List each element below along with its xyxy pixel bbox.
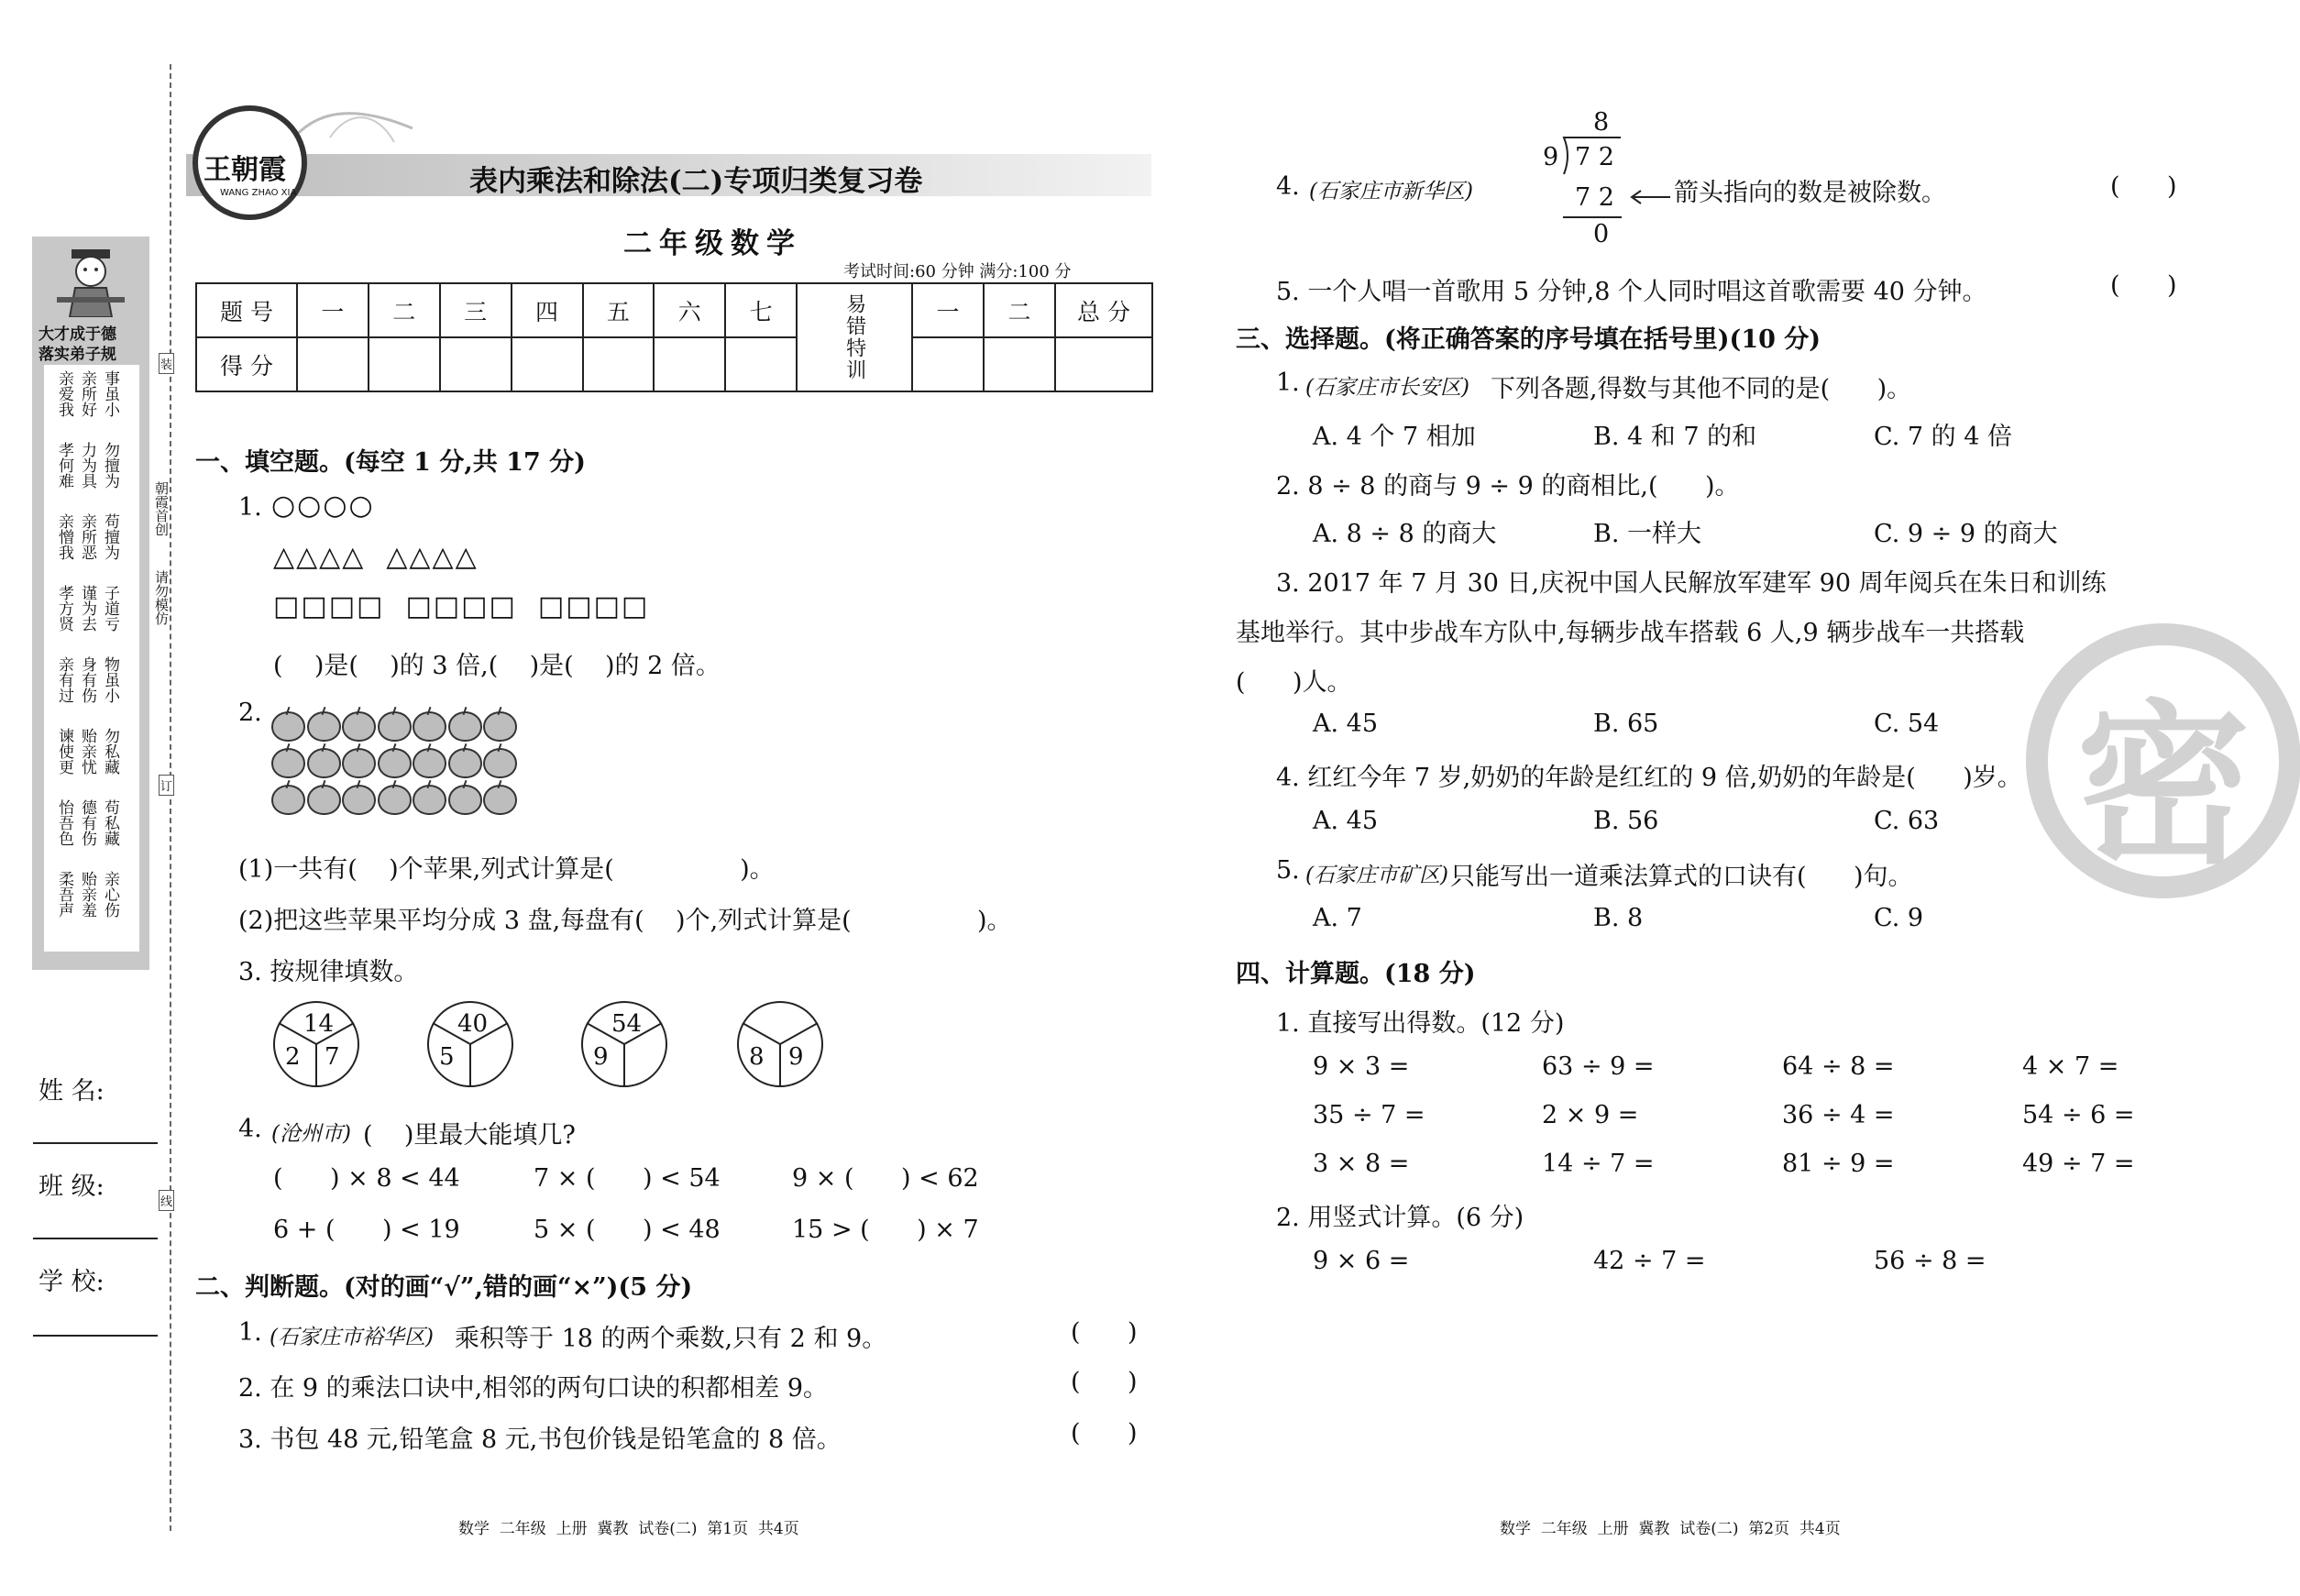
circle-number-left: 5 <box>439 1043 455 1071</box>
motto-column: 苟私藏 <box>101 799 119 846</box>
footer-left: 数学 二年级 上册 冀教 试卷(二) 第1页 共4页 <box>458 1520 799 1538</box>
choice-q5-opt-b: B. 8 <box>1593 904 1644 932</box>
score-cell: 五 <box>583 283 655 337</box>
motto-line1: 大才成于德 <box>39 325 116 344</box>
choice-q1-opt-b: B. 4 和 7 的和 <box>1593 423 1757 451</box>
apple-icon <box>378 785 412 815</box>
apple-icon <box>307 785 341 815</box>
score-value-row <box>196 337 1152 391</box>
name-label: 姓 名: <box>39 1077 105 1106</box>
q4-ineq-3: 9 × ( ) < 62 <box>792 1164 979 1193</box>
q2-sub2: (2)把这些苹果平均分成 3 盘,每盘有( )个,列式计算是( )。 <box>238 907 1012 935</box>
seal-mark-3: 线 <box>159 1190 174 1211</box>
judge-q1-text: 乘积等于 18 的两个乘数,只有 2 和 9。 <box>455 1325 887 1353</box>
calc-item: 54 ÷ 6 = <box>2022 1101 2135 1129</box>
judge-q5-answer[interactable]: ( ) <box>2110 271 2177 300</box>
section4-heading: 四、计算题。(18 分) <box>1236 960 1476 988</box>
logo-subtext: WANG ZHAO XIA <box>220 188 297 198</box>
apple-icon <box>448 711 482 742</box>
motto-column: 孝何难 <box>55 442 73 489</box>
score-input[interactable] <box>297 337 369 391</box>
motto-column: 亲所好 <box>78 370 96 417</box>
apple-icon <box>413 748 446 778</box>
exam-subtitle: 二年级数学 <box>623 227 802 260</box>
q4-ineq-5: 5 × ( ) < 48 <box>534 1216 721 1244</box>
judge-q2-text: 2. 在 9 的乘法口诀中,相邻的两句口诀的积都相差 9。 <box>238 1374 829 1403</box>
apple-icon <box>378 711 412 742</box>
score-input[interactable] <box>725 337 797 391</box>
vertical-calc-2: 42 ÷ 7 = <box>1593 1247 1706 1275</box>
calc-item: 81 ÷ 9 = <box>1782 1150 1895 1178</box>
judge-q4-answer[interactable]: ( ) <box>2110 172 2177 201</box>
motto-column: 物虽小 <box>101 656 119 703</box>
q4-region: (沧州市) <box>271 1122 351 1146</box>
score-input[interactable] <box>1055 337 1152 391</box>
apple-icon <box>342 748 376 778</box>
choice-q1-region: (石家庄市长安区) <box>1305 376 1469 400</box>
score-input[interactable] <box>583 337 655 391</box>
choice-q5-text: 只能写出一道乘法算式的口诀有( )句。 <box>1450 863 1913 891</box>
cut-line <box>170 64 171 1531</box>
footer-right: 数学 二年级 上册 冀教 试卷(二) 第2页 共4页 <box>1500 1520 1841 1538</box>
calc-item: 2 × 9 = <box>1542 1101 1639 1129</box>
score-cell-error-training: 易错特训 <box>797 283 912 391</box>
apple-icon <box>448 785 482 815</box>
school-field[interactable] <box>33 1335 158 1337</box>
class-label: 班 级: <box>39 1172 105 1201</box>
choice-q3-line1: 3. 2017 年 7 月 30 日,庆祝中国人民解放军建军 90 周年阅兵在朱日和训练 <box>1276 569 2107 598</box>
apple-icon <box>271 785 305 815</box>
score-cell: 总 分 <box>1055 283 1152 337</box>
logo-text: 王朝霞 <box>204 154 286 186</box>
judge-q1-number: 1. <box>238 1318 262 1347</box>
calc-item: 36 ÷ 4 = <box>1782 1101 1895 1129</box>
q2-sub1: (1)一共有( )个苹果,列式计算是( )。 <box>238 855 775 884</box>
q4-ineq-1: ( ) × 8 < 44 <box>273 1164 460 1193</box>
circle-number-left: 2 <box>285 1043 301 1071</box>
motto-column: 怡吾色 <box>55 799 73 846</box>
judge-q3-answer[interactable]: ( ) <box>1071 1419 1138 1447</box>
judge-q1-region: (石家庄市裕华区) <box>270 1326 434 1349</box>
motto-column: 苟擅为 <box>101 513 119 560</box>
q4-ineq-6: 15 > ( ) × 7 <box>792 1216 979 1244</box>
div-line <box>1563 216 1622 218</box>
choice-q2-opt-a: A. 8 ÷ 8 的商大 <box>1313 520 1497 548</box>
apple-icon <box>307 748 341 778</box>
vertical-calc-1: 9 × 6 = <box>1313 1247 1410 1275</box>
circle-number-top: 54 <box>611 1010 643 1038</box>
calc-item: 4 × 7 = <box>2022 1052 2119 1081</box>
apple-icon <box>413 785 446 815</box>
div-dividend: 7 2 <box>1575 143 1614 171</box>
q1-number: 1. <box>238 493 262 522</box>
calc-item: 49 ÷ 7 = <box>2022 1150 2135 1178</box>
motto-line2: 落实弟子规 <box>39 346 116 364</box>
apple-icon <box>342 785 376 815</box>
apple-icon <box>448 748 482 778</box>
vertical-calc-3: 56 ÷ 8 = <box>1874 1247 1986 1275</box>
judge-q5-text: 5. 一个人唱一首歌用 5 分钟,8 个人同时唱这首歌需要 40 分钟。 <box>1276 278 1987 306</box>
calc-item: 35 ÷ 7 = <box>1313 1101 1425 1129</box>
calc-item: 14 ÷ 7 = <box>1542 1150 1655 1178</box>
choice-q4-opt-a: A. 45 <box>1313 807 1379 835</box>
vertical-note-2: 请勿模仿 <box>153 570 170 625</box>
score-input[interactable] <box>984 337 1055 391</box>
q4-text: ( )里最大能填几? <box>363 1121 576 1150</box>
calc-item: 9 × 3 = <box>1313 1052 1410 1081</box>
motto-column: 孝方贤 <box>55 585 73 632</box>
apple-icon <box>271 748 305 778</box>
score-input[interactable] <box>912 337 984 391</box>
judge-q2-answer[interactable]: ( ) <box>1071 1368 1138 1396</box>
arrow-left-icon <box>1628 185 1672 209</box>
choice-q1-opt-a: A. 4 个 7 相加 <box>1313 423 1476 451</box>
exam-info: 考试时间:60 分钟 满分:100 分 <box>843 262 1072 281</box>
score-cell: 一 <box>297 283 369 337</box>
q4-number: 4. <box>238 1115 262 1143</box>
score-cell: 二 <box>369 283 440 337</box>
div-divisor: 9 <box>1543 143 1559 171</box>
q1-circles: ○○○○ <box>271 490 375 522</box>
q3-text: 3. 按规律填数。 <box>238 958 419 986</box>
score-header-row <box>196 283 1152 337</box>
choice-q3-opt-b: B. 65 <box>1593 710 1659 738</box>
score-input[interactable] <box>512 337 583 391</box>
choice-q3-opt-c: C. 54 <box>1874 710 1940 738</box>
motto-column: 谏使更 <box>55 728 73 775</box>
q1-text: ( )是( )的 3 倍,( )是( )的 2 倍。 <box>273 652 721 680</box>
choice-q3-line2: 基地举行。其中步战车方队中,每辆步战车搭载 6 人,9 辆步战车一共搭载 <box>1236 619 2025 647</box>
q4-ineq-4: 6 + ( ) < 19 <box>273 1216 460 1244</box>
score-input[interactable] <box>654 337 725 391</box>
motto-column: 柔吾声 <box>55 871 73 918</box>
apple-icon <box>483 748 517 778</box>
q2-number: 2. <box>238 699 262 727</box>
class-field[interactable] <box>33 1238 158 1239</box>
motto-column: 力为具 <box>78 442 96 489</box>
motto-column: 勿私藏 <box>101 728 119 775</box>
judge-q4-text: 箭头指向的数是被除数。 <box>1674 179 1946 207</box>
motto-column: 亲憎我 <box>55 513 73 560</box>
watermark-char: 密 <box>2076 683 2251 887</box>
circle-number-top: 40 <box>457 1010 489 1038</box>
div-quotient: 8 <box>1593 108 1610 137</box>
score-cell: 题 号 <box>196 283 297 337</box>
circle-number-right: 7 <box>325 1043 340 1071</box>
motto-column: 谨为去 <box>78 585 96 632</box>
section2-heading: 二、判断题。(对的画“√”,错的画“×”)(5 分) <box>195 1273 693 1302</box>
motto-column: 子道亏 <box>101 585 119 632</box>
score-cell: 三 <box>440 283 512 337</box>
choice-q5-opt-a: A. 7 <box>1313 904 1362 932</box>
choice-q4-opt-b: B. 56 <box>1593 807 1659 835</box>
exam-title: 表内乘法和除法(二)专项归类复习卷 <box>469 165 923 198</box>
q1-squares: □□□□ □□□□ □□□□ <box>273 590 650 622</box>
q1-triangles: △△△△ △△△△ <box>273 541 479 573</box>
choice-q2-text: 2. 8 ÷ 8 的商与 9 ÷ 9 的商相比,( )。 <box>1276 472 1740 501</box>
choice-q1-number: 1. <box>1276 369 1300 397</box>
score-cell: 六 <box>654 283 725 337</box>
seal-mark-2: 订 <box>159 775 174 796</box>
apple-icon <box>483 711 517 742</box>
judge-q4-region: (石家庄市新华区) <box>1309 180 1473 204</box>
score-cell: 四 <box>512 283 583 337</box>
apple-icon <box>413 711 446 742</box>
circle-number-left: 9 <box>593 1043 609 1071</box>
judge-q4-number: 4. <box>1276 172 1300 201</box>
seal-mark-1: 装 <box>159 353 174 374</box>
q4-ineq-2: 7 × ( ) < 54 <box>534 1164 721 1193</box>
div-product: 7 2 <box>1575 183 1614 212</box>
judge-q1-answer[interactable]: ( ) <box>1071 1318 1138 1347</box>
calc-item: 64 ÷ 8 = <box>1782 1052 1895 1081</box>
choice-q2-opt-c: C. 9 ÷ 9 的商大 <box>1874 520 2058 548</box>
motto-column: 事虽小 <box>101 370 119 417</box>
judge-q3-text: 3. 书包 48 元,铅笔盒 8 元,书包价钱是铅笔盒的 8 倍。 <box>238 1425 842 1454</box>
circle-number-left: 8 <box>749 1043 765 1071</box>
section1-heading: 一、填空题。(每空 1 分,共 17 分) <box>195 448 586 477</box>
choice-q1-text: 下列各题,得数与其他不同的是( )。 <box>1491 375 1912 403</box>
choice-q5-opt-c: C. 9 <box>1874 904 1924 932</box>
choice-q2-opt-b: B. 一样大 <box>1593 520 1702 548</box>
score-cell: 二 <box>984 283 1055 337</box>
apple-icon <box>307 711 341 742</box>
apple-icon <box>378 748 412 778</box>
calc-q1-title: 1. 直接写出得数。(12 分) <box>1276 1009 1565 1038</box>
choice-q3-opt-a: A. 45 <box>1313 710 1379 738</box>
apple-icon <box>342 711 376 742</box>
div-remainder: 0 <box>1593 220 1610 248</box>
motto-column: 贻亲忧 <box>78 728 96 775</box>
motto-column: 亲所恶 <box>78 513 96 560</box>
circle-number-top: 14 <box>303 1010 335 1038</box>
score-cell: 一 <box>912 283 984 337</box>
calc-q2-title: 2. 用竖式计算。(6 分) <box>1276 1204 1524 1232</box>
score-table <box>195 282 1153 392</box>
calc-item: 3 × 8 = <box>1313 1150 1410 1178</box>
vertical-note-1: 朝霞首创 <box>153 481 170 536</box>
name-field[interactable] <box>33 1142 158 1144</box>
motto-column: 亲有过 <box>55 656 73 703</box>
choice-q4-text: 4. 红红今年 7 岁,奶奶的年龄是红红的 9 倍,奶奶的年龄是( )岁。 <box>1276 764 2022 792</box>
choice-q5-region: (石家庄市矿区) <box>1305 864 1448 887</box>
motto-column: 贻亲羞 <box>78 871 96 918</box>
apple-icon <box>483 785 517 815</box>
motto-column: 身有伤 <box>78 656 96 703</box>
motto-column: 亲爱我 <box>55 370 73 417</box>
motto-column: 勿擅为 <box>101 442 119 489</box>
choice-q3-line3: ( )人。 <box>1236 668 1352 697</box>
choice-q1-opt-c: C. 7 的 4 倍 <box>1874 423 2012 451</box>
calc-item: 63 ÷ 9 = <box>1542 1052 1655 1081</box>
circle-number-right: 9 <box>788 1043 804 1071</box>
motto-column: 德有伤 <box>78 799 96 846</box>
choice-q5-number: 5. <box>1276 856 1300 885</box>
apple-icon <box>271 711 305 742</box>
motto-column: 亲心伤 <box>101 871 119 918</box>
score-input[interactable] <box>440 337 512 391</box>
choice-q4-opt-c: C. 63 <box>1874 807 1940 835</box>
section3-heading: 三、选择题。(将正确答案的序号填在括号里)(10 分) <box>1236 325 1821 354</box>
school-label: 学 校: <box>39 1268 105 1296</box>
score-cell: 七 <box>725 283 797 337</box>
score-label: 得 分 <box>196 337 297 391</box>
score-input[interactable] <box>369 337 440 391</box>
mascot-icon <box>53 246 128 317</box>
